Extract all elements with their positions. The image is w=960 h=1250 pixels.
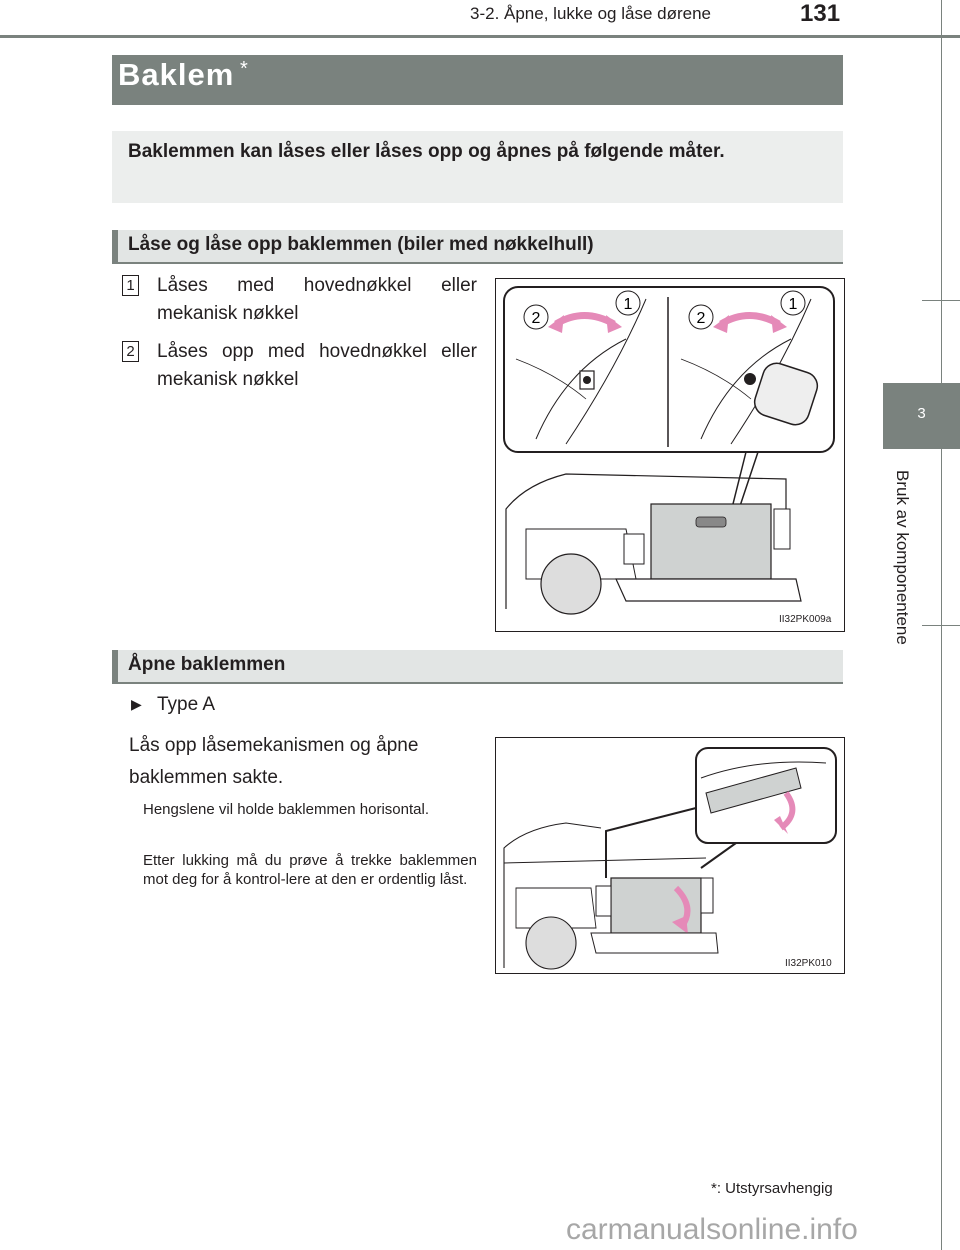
figure-code-2: II32PK010 [785, 958, 832, 969]
figure-open-tailgate [495, 737, 845, 974]
section-header: 3-2. Åpne, lukke og låse dørene [470, 4, 711, 23]
section-heading-open: Åpne baklemmen [128, 654, 286, 675]
intro-text: Baklemmen kan låses eller låses opp og åpnes på følgende måter. [128, 141, 725, 162]
title-asterisk: * [240, 58, 248, 80]
side-tick-bottom [922, 625, 960, 626]
callout-right-2 [689, 305, 713, 329]
item-number-2: 2 [122, 341, 139, 362]
tailgate-illustration [496, 738, 844, 973]
figure-keyhole-lock [495, 278, 845, 632]
callout-left-1 [616, 291, 640, 315]
callout-left-2 [524, 305, 548, 329]
item-text-1: Låses med hovednøkkel eller mekanisk nøkkel [157, 275, 477, 324]
figure-code-1: II32PK009a [779, 614, 832, 625]
svg-text:1: 1 [623, 296, 633, 313]
chapter-title: Bruk av komponentene [893, 470, 912, 645]
type-marker-icon: ▶ [131, 696, 142, 712]
page-title: Baklem [118, 57, 235, 92]
section-heading-lock: Låse og låse opp baklemmen (biler med nøkkelhull) [128, 234, 594, 255]
section-heading-bar [112, 230, 118, 262]
item-number-1: 1 [122, 275, 139, 296]
section-heading-open-bar [112, 650, 118, 682]
footnote: *: Utstyrsavhengig [711, 1180, 833, 1197]
note-check-lock: Etter lukking må du prøve å trekke baklemmen mot deg for å kontrol-lere at den er ordentlig låst. [143, 852, 477, 888]
note-hinges: Hengslene vil holde baklemmen horisontal. [143, 801, 429, 818]
chapter-title-wrap [892, 470, 922, 680]
side-vline-bottom [941, 449, 942, 1250]
svg-text:2: 2 [531, 310, 541, 327]
svg-text:2: 2 [696, 310, 706, 327]
keyhole-illustration [496, 279, 844, 631]
page-number: 131 [800, 0, 841, 27]
svg-text:1: 1 [788, 296, 798, 313]
instruction-text: Lås opp låsemekanismen og åpne baklemmen sakte. [129, 735, 419, 788]
chapter-number: 3 [917, 405, 926, 422]
header-rule [0, 35, 960, 38]
callout-right-1 [781, 291, 805, 315]
side-vline-top [941, 0, 942, 383]
item-text-2: Låses opp med hovednøkkel eller mekanisk nøkkel [157, 341, 477, 390]
watermark: carmanualsonline.info [566, 1213, 858, 1246]
side-tick-top [922, 300, 960, 301]
type-label: Type A [157, 694, 216, 715]
